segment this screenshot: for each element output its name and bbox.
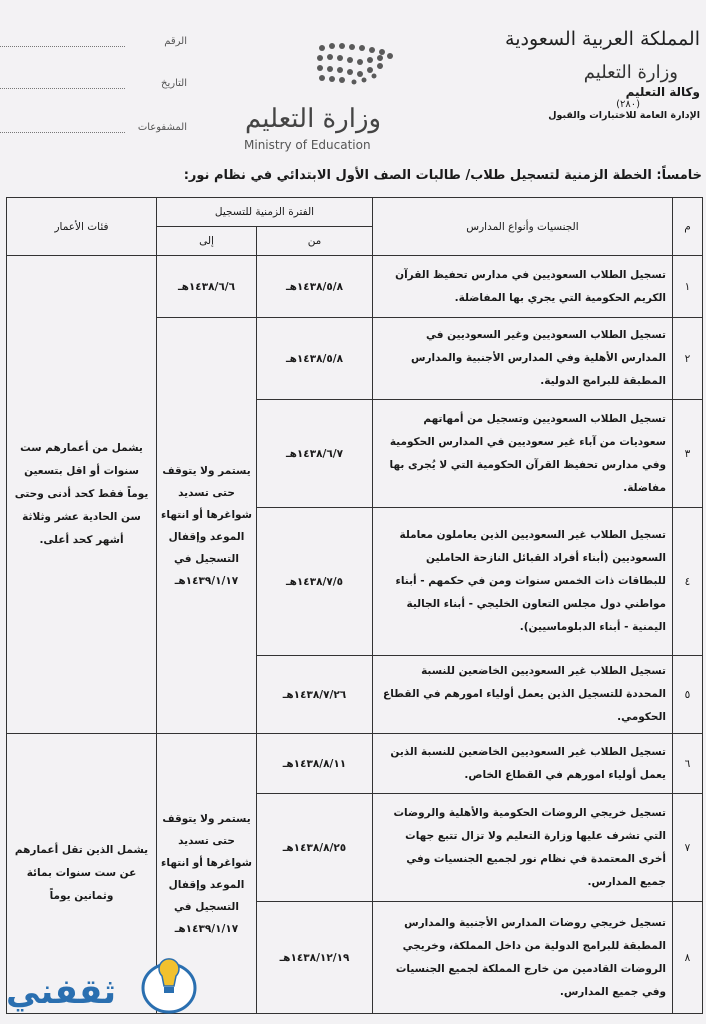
- row-from-date: ١٤٣٨/٧/٢٦هـ: [257, 656, 373, 734]
- row-from-date: ١٤٣٨/٥/٨هـ: [257, 318, 373, 400]
- row-from-date: ١٤٣٨/٥/٨هـ: [257, 256, 373, 318]
- department-name: الإدارة العامة للاختبارات والقبول: [548, 110, 700, 121]
- reference-number-field: [0, 38, 195, 52]
- field-label: التاريخ: [161, 78, 187, 89]
- row-from-date: ١٤٣٨/٦/٧هـ: [257, 400, 373, 508]
- row-number: ٤: [673, 508, 703, 656]
- row-number: ٣: [673, 400, 703, 508]
- logo-text-arabic: وزارة التعليم: [245, 104, 382, 134]
- letterhead-right: [500, 28, 700, 121]
- table-row: [7, 734, 703, 794]
- row-description: تسجيل الطلاب غير السعوديين الخاضعين للنسبة الذين يعمل أولياء امورهم في القطاع الخاص.: [373, 734, 673, 794]
- date-field: [0, 80, 195, 94]
- field-label: الرقم: [164, 36, 187, 47]
- row-number: ٢: [673, 318, 703, 400]
- dotted-line: [0, 46, 125, 47]
- row-description: تسجيل خريجي الروضات الحكومية والأهلية والروضات التي تشرف عليها وزارة التعليم ولا تزال تتبع جهات أخرى المعتمدة في نظام نور لجميع الجنسيات وفي جميع المدارس.: [373, 794, 673, 902]
- agency-code: (٢٨٠): [616, 99, 640, 110]
- kingdom-name: المملكة العربية السعودية: [505, 28, 700, 50]
- logo-text-english: Ministry of Education: [244, 138, 371, 152]
- section-title: خامساً: الخطة الزمنية لتسجيل طلاب/ طالبات الصف الأول الابتدائي في نظام نور:: [183, 168, 702, 183]
- field-label: المشفوعات: [137, 122, 187, 133]
- age-group-1: يشمل من أعمارهم ست سنوات أو اقل بتسعين يوماً فقط كحد أدنى وحتى سن الحادية عشر وثلاثة أشهر كحد أعلى.: [7, 256, 157, 734]
- header-ages: فئات الأعمار: [7, 198, 157, 256]
- row-to-date: ١٤٣٨/٦/٦هـ: [157, 256, 257, 318]
- dotted-line: [0, 88, 125, 89]
- table-header-row: [7, 198, 703, 227]
- registration-schedule-table: [6, 197, 703, 1014]
- row-number: ٥: [673, 656, 703, 734]
- age-group-2: يشمل الذين تقل أعمارهم عن ست سنوات بمائة وثمانين يوماً: [7, 734, 157, 1014]
- header-num: م: [673, 198, 703, 256]
- row-description: تسجيل خريجي روضات المدارس الأجنبية والمدارس المطبقة للبرامج الدولية من داخل المملكة، وخريجي الروضات القادمين من خارج المملكة لجميع الجنسيات وفي جميع المدارس.: [373, 902, 673, 1014]
- dotted-line: [0, 132, 125, 133]
- row-number: ٨: [673, 902, 703, 1014]
- row-from-date: ١٤٣٨/٨/٢٥هـ: [257, 794, 373, 902]
- ministry-name: وزارة التعليم: [583, 62, 678, 83]
- row-description: تسجيل الطلاب السعوديين في مدارس تحفيظ القرآن الكريم الحكومية التي يجري بها المفاضلة.: [373, 256, 673, 318]
- header-from: من: [257, 227, 373, 256]
- agency-name: وكالة التعليم: [625, 85, 700, 99]
- row-description: تسجيل الطلاب غير السعوديين الخاضعين للنسبة المحددة للتسجيل الذين يعمل أولياء امورهم في القطاع الحكومي.: [373, 656, 673, 734]
- row-description: تسجيل الطلاب السعوديين وغير السعوديين في المدارس الأهلية وفي المدارس الأجنبية والمدارس المطبقة للبرامج الدولية.: [373, 318, 673, 400]
- attachments-field: [0, 124, 195, 138]
- row-description: تسجيل الطلاب غير السعوديين الذين يعاملون معاملة السعوديين (أبناء أفراد القبائل النازحة الحاملين للبطاقات ذات الخمس سنوات ومن في حكمهم - أبناء مواطني دول مجلس التعاون الخليجي - أبناء الجالية اليمنية - أبناء الدبلوماسيين).: [373, 508, 673, 656]
- row-from-date: ١٤٣٨/٨/١١هـ: [257, 734, 373, 794]
- row-from-date: ١٤٣٨/٧/٥هـ: [257, 508, 373, 656]
- header-types: الجنسيات وأنواع المدارس: [373, 198, 673, 256]
- watermark-text: ثقفني: [6, 972, 116, 1012]
- continue-note-1: يستمر ولا يتوقف حتى تسديد شواغرها أو انتهاء الموعد وإقفال التسجيل في ١٤٣٩/١/١٧هـ: [157, 318, 257, 734]
- continue-note-2: يستمر ولا يتوقف حتى تسديد شواغرها أو انتهاء الموعد وإقفال التسجيل في ١٤٣٩/١/١٧هـ: [157, 734, 257, 1014]
- header-to: إلى: [157, 227, 257, 256]
- header-period: الفترة الزمنية للتسجيل: [157, 198, 373, 227]
- row-from-date: ١٤٣٨/١٢/١٩هـ: [257, 902, 373, 1014]
- row-number: ٦: [673, 734, 703, 794]
- row-description: تسجيل الطلاب السعوديين وتسجيل من أمهاتهم سعوديات من آباء غير سعوديين في المدارس الحكومية وفي مدارس تحفيظ القرآن الحكومية التي لا يُجرى بها مفاضلة.: [373, 400, 673, 508]
- row-number: ٧: [673, 794, 703, 902]
- table-row: [7, 256, 703, 318]
- row-number: ١: [673, 256, 703, 318]
